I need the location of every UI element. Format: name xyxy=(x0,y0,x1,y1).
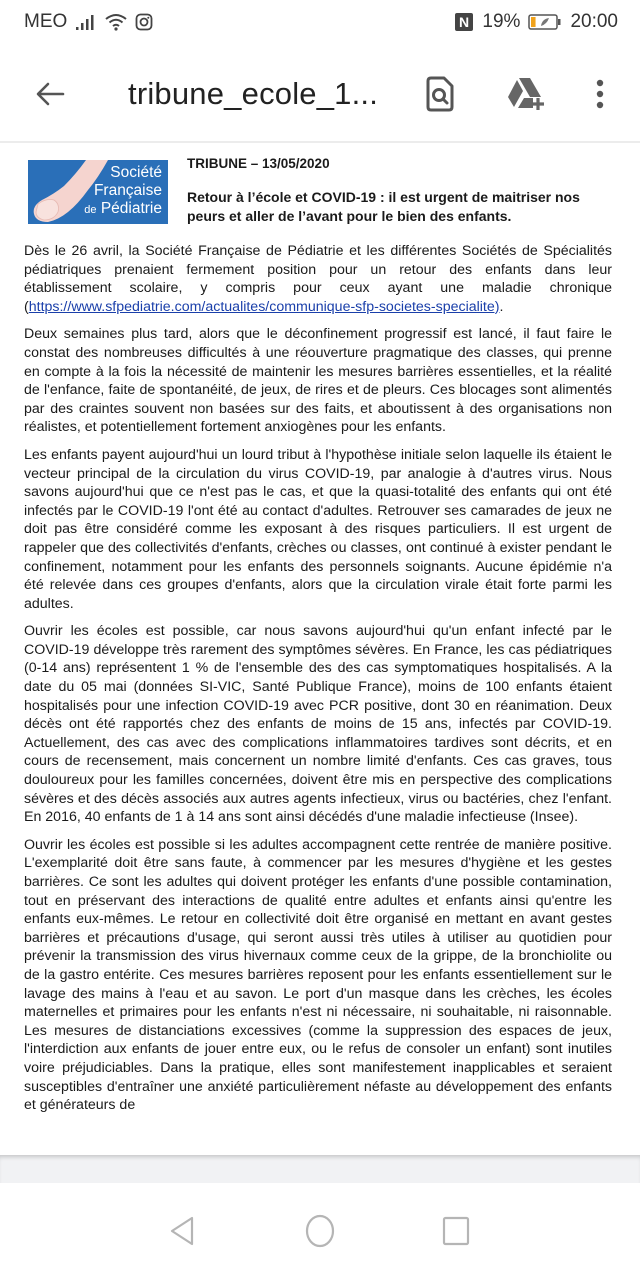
find-in-document-icon xyxy=(425,76,455,112)
document-body xyxy=(24,242,612,1124)
logo-text xyxy=(84,164,162,219)
paragraph-5: Ouvrir les écoles est possible si les adultes accompagnent cette rentrée de manière positive. L'exemplarité doit être sans faute, à commencer par les mesures d'hygiène et les gestes barrières. Ce sont les adultes qui doivent protéger les enfants d'une possible contamination, tout en préservant des interactions de qualité entre adultes et enfants ainsi qu'entre les enfants eux-mêmes. Le retour en collectivité doit être organisé en mettant en avant gestes barrières et précautions d'usage, qui seront aussi très utiles à utiliser au quotidien pour prévenir la transmission des virus hivernaux comme ceux de la grippe, de la bronchiolite ou de la gastro entérite. Ces mesures barrières reposent pour les enfants essentiellement sur le lavage des mains à l'eau et au savon. Le port d'un masque dans les crèches, les écoles maternelles et primaires pour les enfants n'est ni nécessaire, ni souhaitable, ni raisonnable. Les mesures de distanciations excessives (comme la suppression des espaces de jeux, l'interdiction aux enfants de jouer entre eux, ou le refus de consoler un enfant) sont inutiles voire préjudiciables. Dans la pratique, elles sont manifestement inapplicables et seraient susceptibles d'entraîner une anxiété particulièrement néfaste au développement des enfants et générateurs de xyxy=(24,836,612,1114)
status-bar-left xyxy=(24,11,153,33)
nav-back-button[interactable] xyxy=(162,1211,202,1251)
logo-line-1: Société xyxy=(110,164,162,181)
tribune-date: TRIBUNE – 13/05/2020 xyxy=(187,156,330,171)
document-page[interactable] xyxy=(0,143,640,1155)
paragraph-1 xyxy=(24,242,612,316)
paragraph-3: Les enfants payent aujourd'hui un lourd tribut à l'hypothèse initiale selon laquelle ils étaient le vecteur principal de la circulation du virus COVID-19, par analogie à d'autres virus. Nous savons aujourd'hui que ce n'est pas le cas, et que la quasi-totalité des enfants qui ont été infectés par le COVID-19 l'ont été au contact d'adultes. Retrouver ses camarades de jeux ne doit pas être considéré comme les exposant à des risques particuliers. Il est urgent de rappeler que des collectivités d'enfants, crèches ou classes, ont continué à exister pendant le confinement, notamment pour les enfants des personnels soignants. Aucune épidémie n'a été relevée dans ces groupes d'enfants, alors que la circulation virale était forte parmi les adultes. xyxy=(24,446,612,612)
paragraph-1-end: . xyxy=(499,298,504,315)
nav-recents-button[interactable] xyxy=(436,1211,476,1251)
system-nav-bar xyxy=(0,1183,640,1280)
nav-recents-icon xyxy=(441,1215,471,1247)
paragraph-1-text: Dès le 26 avril, la Société Française de Pédiatrie et les différentes Sociétés de Spécialités pédiatriques prenaient fermement position pour un retour des enfants dans leur établissement scolaire, y compris pour ceux ayant une maladie chronique ( xyxy=(24,243,612,315)
signal-icon xyxy=(75,14,97,30)
page-end-band xyxy=(0,1155,640,1183)
app-toolbar xyxy=(0,56,640,130)
wifi-icon xyxy=(105,13,127,31)
back-arrow-icon xyxy=(35,81,65,107)
carrier-label: MEO xyxy=(24,11,68,32)
paragraph-2: Deux semaines plus tard, alors que le déconfinement progressif est lancé, il faut faire le constat des nombreuses difficultés à une réouverture pragmatique des classes, qui prenne en compte à la fois la nécessité de maintenir les mesures barrières essentielles, et la réalité de l'enfance, faite de spontanéité, de jeux, de rires et de pleurs. Ces blocages sont alimentés par des craintes souvent non basées sur des faits, et aboutissent à des organisations non réalistes, et potentiellement fortement anxiogènes pour les enfants. xyxy=(24,326,612,436)
paragraph-4: Ouvrir les écoles est possible, car nous savons aujourd'hui qu'un enfant infecté par le COVID-19 développe très rarement des symptômes sévères. En France, les cas pédiatriques (0-14 ans) représentent 1 % de l'ensemble des des cas symptomatiques hospitalisés. A la date du 05 mai (données SI-VIC, Santé Publique France), moins de 100 enfants étaient hospitalisés pour une infection COVID-19 avec PCR positive, dont 30 en réanimation. Deux décès ont été rapportés chez des enfants de moins de 15 ans, infectés par COVID-19. Actuellement, des cas avec des complications inflammatoires tardives sont décrits, et en cours de recensement, mais concernent un nombre limité d'enfants. Ces cas graves, tous douloureux pour les familles concernées, doivent être mis en perspective des complications sévères et des décès associés aux autres agents infectieux, virus ou bactéries, chez l'enfant. En 2016, 40 enfants de 1 à 14 ans sont ainsi décédés d'une maladie infectieuse (Insee). xyxy=(24,623,612,826)
status-bar-right xyxy=(454,11,618,33)
headline: Retour à l’école et COVID-19 : il est urgent de maitriser nos peurs et aller de l’avant pour le bien des enfants. xyxy=(187,189,580,224)
logo-line-3-prefix: de xyxy=(84,204,97,216)
clock: 20:00 xyxy=(570,11,618,32)
battery-icon xyxy=(528,13,562,31)
more-vert-icon xyxy=(595,79,605,109)
logo-line-3-word: Pédiatrie xyxy=(100,200,162,217)
status-bar xyxy=(0,0,640,44)
sfp-link[interactable]: https://www.sfpediatrie.com/actualites/communique-sfp-societes-specialite) xyxy=(28,298,500,315)
nfc-icon xyxy=(454,12,474,32)
document-title: tribune_ecole_1... xyxy=(128,76,379,111)
sfp-logo xyxy=(28,160,168,224)
logo-line-3 xyxy=(84,200,162,219)
battery-percent: 19% xyxy=(482,11,521,32)
add-to-drive-button[interactable] xyxy=(503,72,547,116)
nav-home-button[interactable] xyxy=(300,1211,340,1251)
instagram-icon xyxy=(135,13,153,31)
logo-line-2: Française xyxy=(93,182,162,199)
add-to-drive-icon xyxy=(504,76,546,112)
svg-text:N: N xyxy=(459,14,470,30)
nav-back-icon xyxy=(168,1215,196,1247)
more-options-button[interactable] xyxy=(578,72,622,116)
find-in-document-button[interactable] xyxy=(418,72,462,116)
nav-home-icon xyxy=(304,1213,336,1249)
back-button[interactable] xyxy=(30,74,70,114)
